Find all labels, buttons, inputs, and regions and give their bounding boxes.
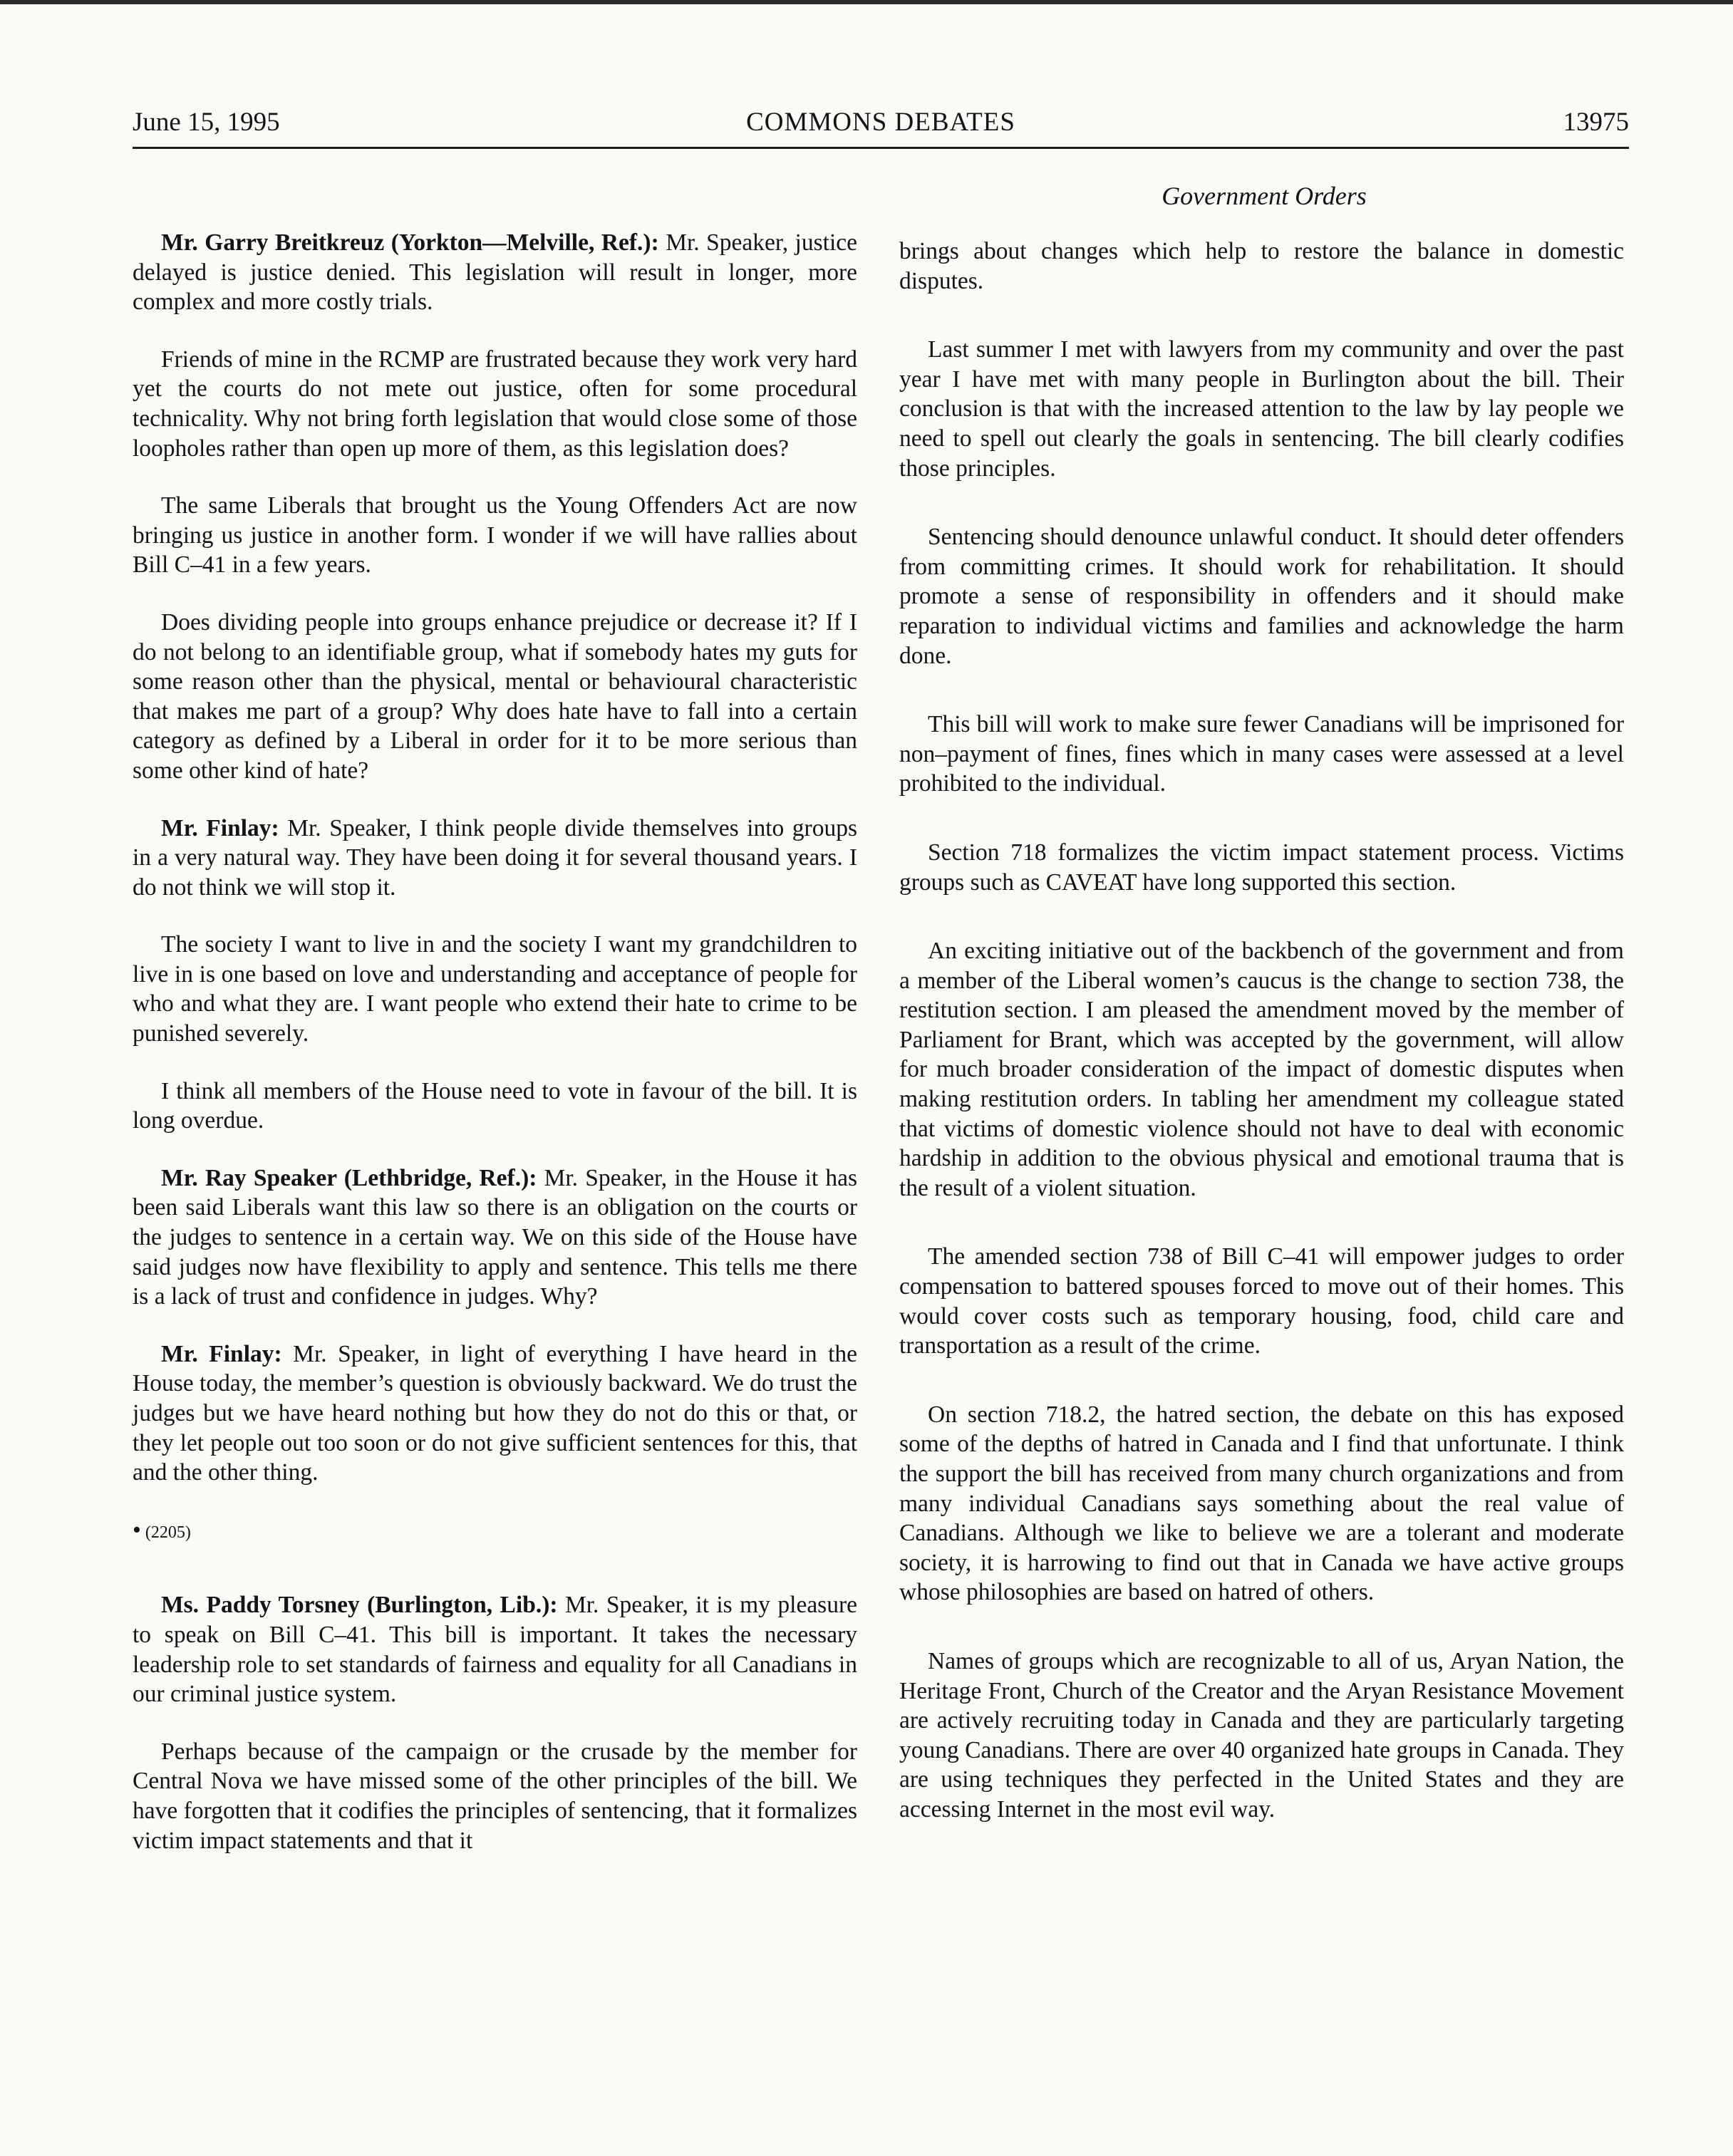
- right-column: [899, 237, 1624, 1864]
- paragraph-text: Mr. Speaker, in light of everything I have heard in the House today, the member’s question is obviously backward. We do trust the judges but we have heard nothing but how they do not do this or that, or they let people out too soon or do not give sufficient sentences for this, that and the other thing.: [133, 1340, 857, 1486]
- paragraph-text: Section 718 formalizes the victim impact statement process. Victims groups such as CAVEAT have long supported this section.: [899, 839, 1624, 896]
- section-label: Government Orders: [1162, 182, 1367, 210]
- page-header: [133, 107, 1629, 150]
- speaker-name: Mr. Finlay:: [161, 1340, 282, 1367]
- paragraph-text: The society I want to live in and the society I want my grandchildren to live in is one based on love and understanding and acceptance of people for who and what they are. I want people who extend their hate to crime to be punished severely.: [133, 931, 857, 1047]
- paragraph: [133, 345, 857, 463]
- paragraph: [899, 522, 1624, 670]
- timestamp-time: (2205): [145, 1523, 191, 1542]
- scan-top-edge: [0, 0, 1733, 4]
- paragraph-text: Mr. Speaker, justice delayed is justice denied. This legislation will result in longer, more complex and more costly trials.: [133, 229, 858, 316]
- paragraph-text: brings about changes which help to restore the balance in domestic disputes.: [899, 238, 1624, 294]
- paragraph: [133, 1163, 857, 1312]
- paragraph: [133, 608, 857, 786]
- paragraph: [133, 814, 857, 903]
- paragraph-text: On section 718.2, the hatred section, the debate on this has exposed some of the depths of hatred in Canada and I find that unfortunate. I think the support the bill has received from many church organizations and from many individual Canadians says something about the real value of Canadians. Although we like to believe we are a tolerant and moderate society, it is harrowing to find out that in Canada we have active groups whose philosophies are based on hatred of others.: [899, 1401, 1624, 1606]
- bullet-icon: •: [133, 1516, 141, 1543]
- paragraph: [899, 335, 1624, 483]
- paragraph-text: Last summer I met with lawyers from my community and over the past year I have met with many people in Burlington about the bill. Their conclusion is that with the increased attention to the law by lay people we need to spell out clearly the goals in sentencing. The bill clearly codifies those principles.: [899, 336, 1624, 482]
- speaker-name: Mr. Ray Speaker (Lethbridge, Ref.):: [161, 1164, 537, 1191]
- paragraph-text: The same Liberals that brought us the Young Offenders Act are now bringing us justice in another form. I wonder if we will have rallies about Bill C–41 in a few years.: [133, 492, 857, 579]
- header-page-number: 13975: [1563, 108, 1629, 137]
- paragraph: [899, 838, 1624, 897]
- paragraph: [133, 491, 857, 580]
- left-column: [133, 228, 857, 1883]
- header-rule: [133, 147, 1629, 149]
- paragraph-text: Mr. Speaker, I think people divide themselves into groups in a very natural way. They have been doing it for several thousand years. I do not think we will stop it.: [133, 814, 858, 901]
- paragraph: [133, 1339, 857, 1488]
- paragraph: [133, 1077, 857, 1136]
- paragraph-text: Mr. Speaker, in the House it has been said Liberals want this law so there is an obligation on the courts or the judges to sentence in a certain way. We on this side of the House have said judges now have flexibility to apply and sentence. This tells me there is a lack of trust and confidence in judges. Why?: [133, 1164, 857, 1310]
- paragraph: [133, 930, 857, 1048]
- paragraph-text: The amended section 738 of Bill C–41 will empower judges to order compensation to battered spouses forced to move out of their homes. This would cover costs such as temporary housing, food, child care and transportation as a result of the crime.: [899, 1243, 1624, 1359]
- speaker-name: Mr. Finlay:: [161, 814, 279, 841]
- paragraph-text: I think all members of the House need to vote in favour of the bill. It is long overdue.: [133, 1077, 857, 1134]
- paragraph-text: Friends of mine in the RCMP are frustrated because they work very hard yet the courts do not mete out justice, often for some procedural technicality. Why not bring forth legislation that would close some of those loopholes rather than open up more of them, as this legislation does?: [133, 346, 857, 462]
- paragraph: [133, 1737, 857, 1855]
- paragraph: [899, 1400, 1624, 1607]
- timestamp: [133, 1515, 857, 1548]
- speaker-name: Ms. Paddy Torsney (Burlington, Lib.):: [161, 1592, 558, 1619]
- header-date: June 15, 1995: [133, 108, 280, 137]
- paragraph-continued: [899, 237, 1624, 296]
- paragraph: [133, 228, 857, 317]
- paragraph: [899, 1647, 1624, 1825]
- paragraph-text: This bill will work to make sure fewer Canadians will be imprisoned for non–payment of fines, fines which in many cases were assessed at a level prohibited to the individual.: [899, 711, 1624, 797]
- paragraph-text: Does dividing people into groups enhance prejudice or decrease it? If I do not belong to an identifiable group, what if somebody hates my guts for some reason other than the physical, mental or behavioural characteristic that makes me part of a group? Why does hate have to fall into a certain category as defined by a Liberal in order for it to be more serious than some other kind of hate?: [133, 608, 857, 784]
- paragraph: [899, 1242, 1624, 1360]
- paragraph-text: An exciting initiative out of the backbench of the government and from a member of the Liberal women’s caucus is the change to section 738, the restitution section. I am pleased the amendment moved by the member of Parliament for Brant, which was accepted by the government, will allow for much broader consideration of the impact of domestic disputes when making restitution orders. In tabling her amendment my colleague stated that victims of domestic violence should not have to deal with economic hardship in addition to the obvious physical and emotional trauma that is the result of a violent situation.: [899, 938, 1624, 1201]
- paragraph: [133, 1590, 857, 1709]
- paragraph: [899, 710, 1624, 799]
- speaker-name: Mr. Garry Breitkreuz (Yorkton—Melville, Ref.):: [161, 229, 659, 256]
- header-title: COMMONS DEBATES: [746, 108, 1015, 137]
- paragraph-text: Names of groups which are recognizable to all of us, Aryan Nation, the Heritage Front, Church of the Creator and the Aryan Resistance Movement are actively recruiting today in Canada and they are particularly targeting young Canadians. There are over 40 organized hate groups in Canada. They are using techniques they perfected in the United States and they are accessing Internet in the most evil way.: [899, 1647, 1624, 1823]
- paragraph-text: Perhaps because of the campaign or the crusade by the member for Central Nova we have missed some of the other principles of the bill. We have forgotten that it codifies the principles of sentencing, that it formalizes victim impact statements and that it: [133, 1738, 857, 1854]
- paragraph-text: Sentencing should denounce unlawful conduct. It should deter offenders from committing crimes. It should work for rehabilitation. It should promote a sense of responsibility in offenders and it should make reparation to individual victims and families and acknowledge the harm done.: [899, 524, 1624, 669]
- paragraph-text: Mr. Speaker, it is my pleasure to speak on Bill C–41. This bill is important. It takes the necessary leadership role to set standards of fairness and equality for all Canadians in our criminal justice system.: [133, 1592, 857, 1708]
- paragraph: [899, 936, 1624, 1203]
